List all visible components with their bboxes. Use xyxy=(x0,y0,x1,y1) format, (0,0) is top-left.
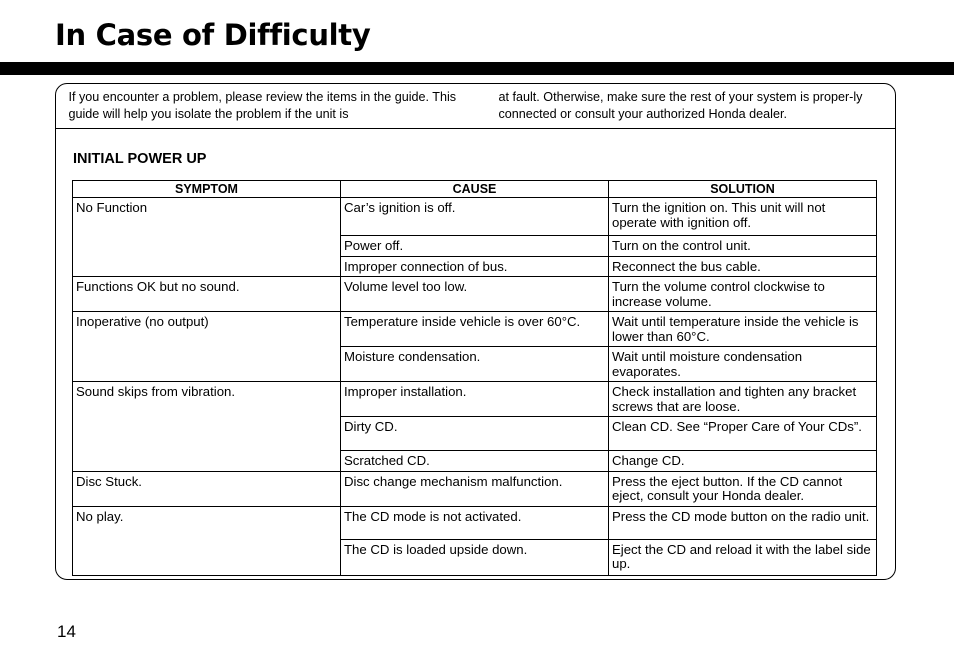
solution-cell: Turn the ignition on. This unit will not operate with ignition off. xyxy=(609,198,877,236)
solution-cell: Eject the CD and reload it with the label side up. xyxy=(609,539,877,575)
table-header-row xyxy=(73,181,877,198)
solution-cell: Wait until moisture condensation evaporates. xyxy=(609,347,877,382)
cause-cell: Disc change mechanism malfunction. xyxy=(341,471,609,506)
table-row xyxy=(73,471,877,506)
solution-cell: Check installation and tighten any bracket screws that are loose. xyxy=(609,382,877,417)
solution-cell: Clean CD. See “Proper Care of Your CDs”. xyxy=(609,417,877,451)
symptom-cell: Disc Stuck. xyxy=(73,471,341,506)
cause-cell: The CD mode is not activated. xyxy=(341,506,609,539)
troubleshooting-table xyxy=(72,180,877,576)
title-rule xyxy=(0,62,954,75)
header-symptom: SYMPTOM xyxy=(73,181,341,198)
cause-cell: Car’s ignition is off. xyxy=(341,198,609,236)
cause-cell: Improper installation. xyxy=(341,382,609,417)
symptom-cell: Functions OK but no sound. xyxy=(73,277,341,312)
solution-cell: Reconnect the bus cable. xyxy=(609,256,877,277)
header-cause: CAUSE xyxy=(341,181,609,198)
intro-text-right: at fault. Otherwise, make sure the rest of your system is proper-ly connected or consult your authorized Honda dealer. xyxy=(498,89,863,121)
symptom-cell: Sound skips from vibration. xyxy=(73,382,341,472)
table-row xyxy=(73,312,877,347)
intro-text-left: If you encounter a problem, please review the items in the guide. This guide will help you isolate the problem if the unit is xyxy=(68,89,457,121)
cause-cell: The CD is loaded upside down. xyxy=(341,539,609,575)
cause-cell: Dirty CD. xyxy=(341,417,609,451)
symptom-cell: No play. xyxy=(73,506,341,575)
solution-cell: Change CD. xyxy=(609,451,877,472)
cause-cell: Scratched CD. xyxy=(341,451,609,472)
cause-cell: Volume level too low. xyxy=(341,277,609,312)
cause-cell: Improper connection of bus. xyxy=(341,256,609,277)
cause-cell: Temperature inside vehicle is over 60°C. xyxy=(341,312,609,347)
intro-box xyxy=(55,83,896,129)
solution-cell: Turn on the control unit. xyxy=(609,236,877,257)
page-number: 14 xyxy=(57,622,76,641)
table-row xyxy=(73,382,877,417)
table-row xyxy=(73,198,877,236)
solution-cell: Press the eject button. If the CD cannot eject, consult your Honda dealer. xyxy=(609,471,877,506)
table-row xyxy=(73,506,877,539)
section-heading: INITIAL POWER UP xyxy=(73,151,207,167)
table-row xyxy=(73,277,877,312)
header-solution: SOLUTION xyxy=(609,181,877,198)
page-title: In Case of Difficulty xyxy=(55,18,371,52)
symptom-cell: No Function xyxy=(73,198,341,277)
cause-cell: Power off. xyxy=(341,236,609,257)
solution-cell: Turn the volume control clockwise to increase volume. xyxy=(609,277,877,312)
cause-cell: Moisture condensation. xyxy=(341,347,609,382)
symptom-cell: Inoperative (no output) xyxy=(73,312,341,382)
solution-cell: Wait until temperature inside the vehicle is lower than 60°C. xyxy=(609,312,877,347)
solution-cell: Press the CD mode button on the radio unit. xyxy=(609,506,877,539)
